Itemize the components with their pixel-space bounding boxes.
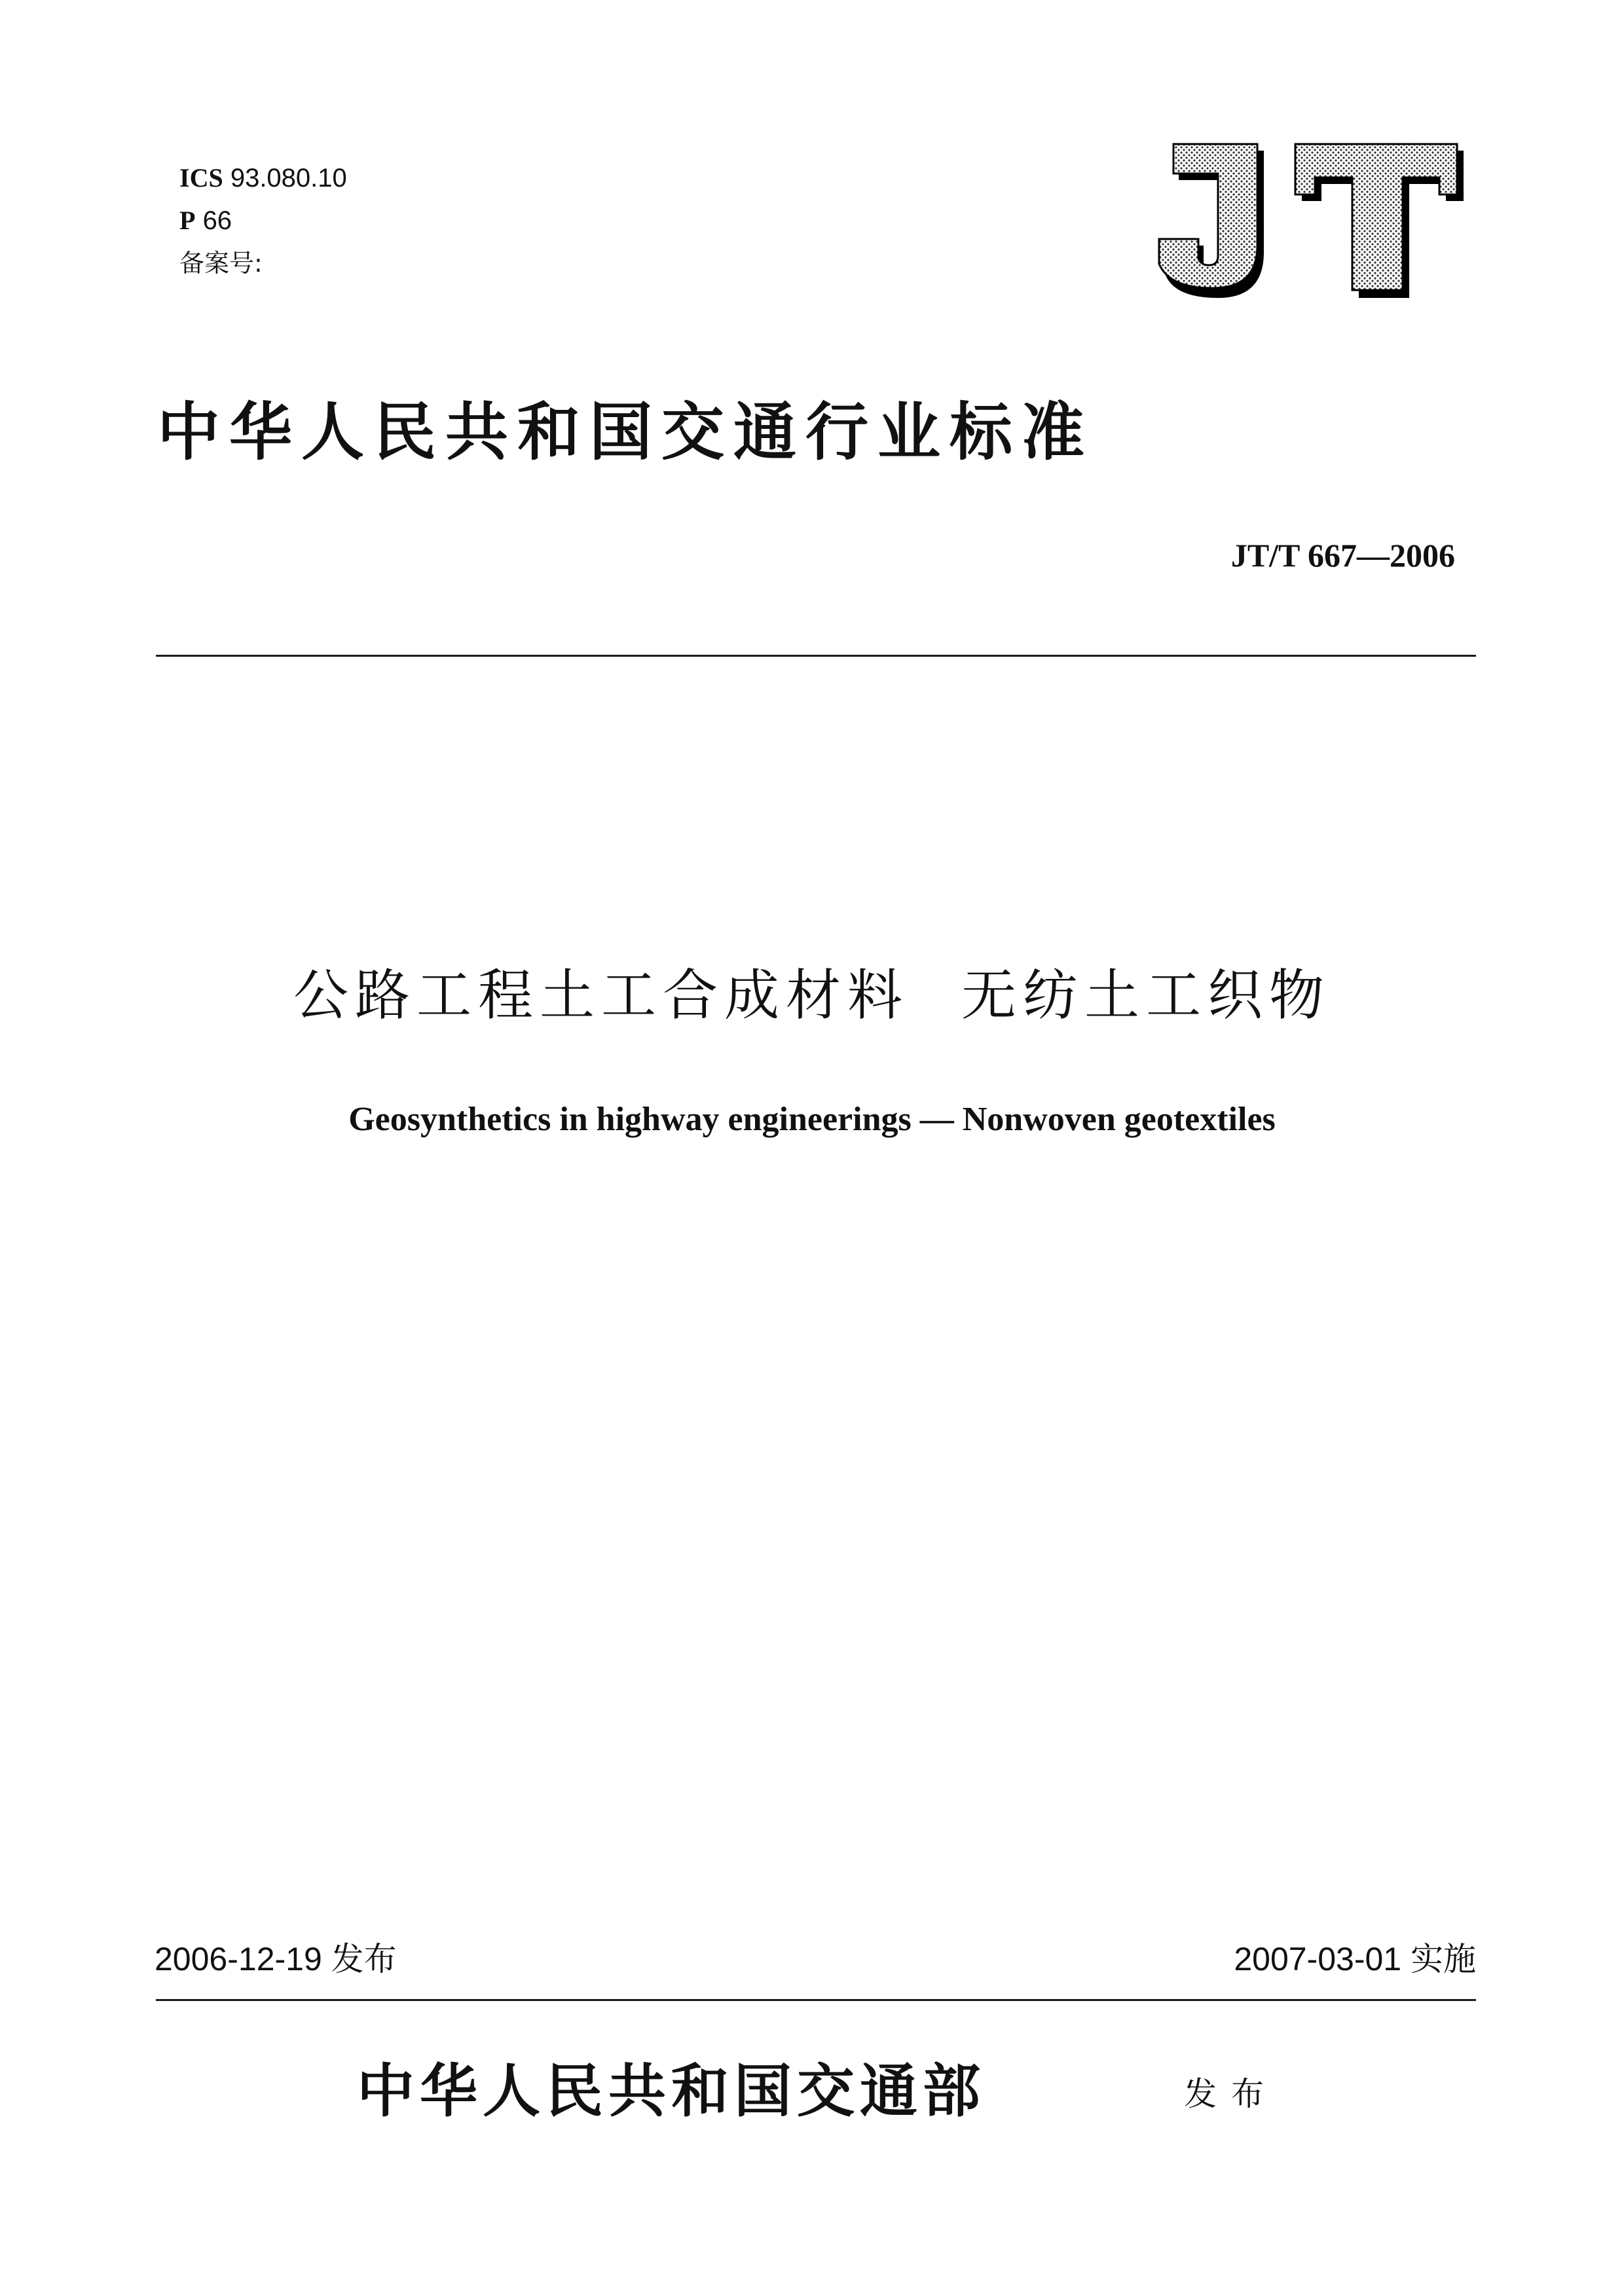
implementation-date	[1234, 1939, 1476, 1979]
ics-code	[179, 162, 347, 194]
ics-value: 93.080.10	[230, 164, 347, 193]
title-chinese	[0, 959, 1624, 1031]
title-chinese-part1: 公路工程土工合成材料	[293, 963, 909, 1027]
standard-number: JT/T 667—2006	[1230, 537, 1455, 574]
ics-label: ICS	[179, 163, 223, 193]
ccs-label: P	[179, 206, 196, 235]
issuer-name: 中华人民共和国交通部	[357, 2057, 986, 2125]
logo-letter-t	[1295, 144, 1464, 298]
ccs-value: 66	[202, 206, 232, 235]
issuer-suffix: 发布	[1184, 2075, 1278, 2113]
implementation-date-value: 2007-03-01	[1234, 1941, 1402, 1977]
issue-date-value: 2006-12-19	[155, 1941, 322, 1977]
filing-number	[179, 248, 263, 279]
standard-category-title: 中华人民共和国交通行业标准	[157, 395, 1094, 469]
ccs-code	[179, 205, 232, 236]
issue-date	[155, 1939, 397, 1979]
logo-letter-j	[1159, 144, 1264, 298]
header-divider	[156, 655, 1476, 657]
filing-label: 备案号:	[179, 249, 263, 278]
implementation-date-label: 实施	[1411, 1940, 1476, 1978]
issue-date-label: 发布	[331, 1940, 397, 1978]
jt-standard-logo	[1133, 141, 1473, 304]
footer-divider	[156, 1999, 1476, 2001]
title-english: Geosynthetics in highway engineerings — Nonwoven geotextiles	[348, 1101, 1276, 1138]
title-chinese-part2: 无纺土工织物	[961, 963, 1331, 1027]
